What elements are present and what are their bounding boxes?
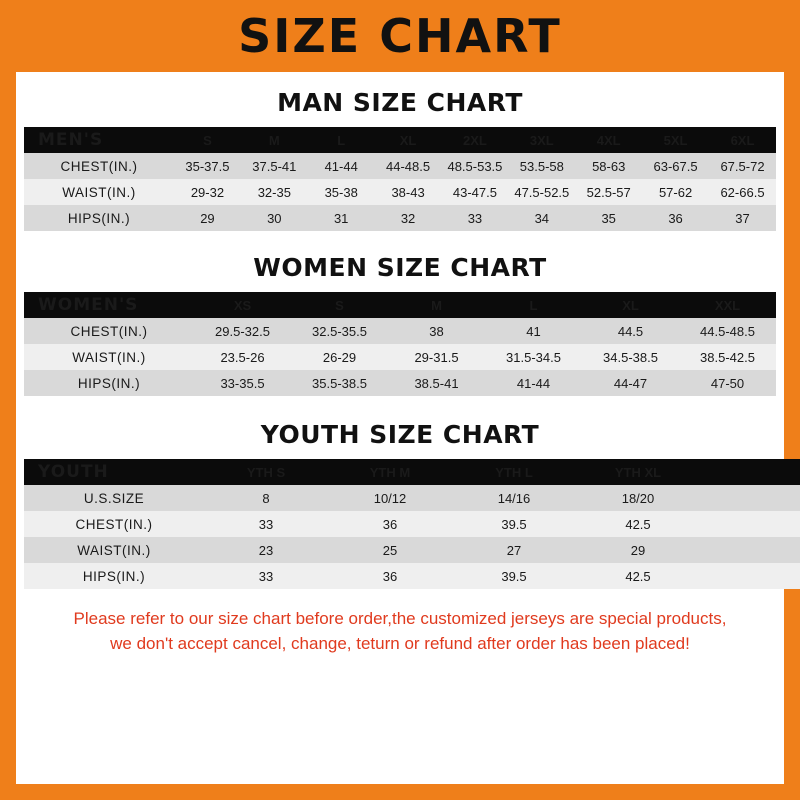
cell: 38.5-42.5 — [679, 344, 776, 370]
cell: 42.5 — [576, 563, 700, 589]
section-title-youth: YOUTH SIZE CHART — [260, 420, 540, 449]
col-header-spacer — [700, 459, 800, 485]
col-header: XL — [582, 292, 679, 318]
table-header-row — [24, 127, 776, 153]
table-women-rowhead: WOMEN'S — [24, 292, 194, 318]
cell: 31 — [308, 205, 375, 231]
cell: 38.5-41 — [388, 370, 485, 396]
cell: 44.5 — [582, 318, 679, 344]
col-header: S — [174, 127, 241, 153]
cell: 23 — [204, 537, 328, 563]
table-man-rowhead: MEN'S — [24, 127, 174, 153]
table-women — [24, 292, 776, 396]
table-row — [24, 511, 800, 537]
col-header: XS — [194, 292, 291, 318]
cell: 52.5-57 — [575, 179, 642, 205]
section-women — [24, 253, 776, 396]
cell: 25 — [328, 537, 452, 563]
cell: 44-47 — [582, 370, 679, 396]
cell: 33 — [442, 205, 509, 231]
cell: 34.5-38.5 — [582, 344, 679, 370]
cell: 48.5-53.5 — [442, 153, 509, 179]
cell: 33-35.5 — [194, 370, 291, 396]
col-header: YTH M — [328, 459, 452, 485]
cell: 31.5-34.5 — [485, 344, 582, 370]
row-label: CHEST(IN.) — [24, 511, 204, 537]
row-label: WAIST(IN.) — [24, 179, 174, 205]
table-youth-rowhead: YOUTH — [24, 459, 204, 485]
cell: 30 — [241, 205, 308, 231]
table-row — [24, 153, 776, 179]
cell-spacer — [700, 537, 800, 563]
cell: 14/16 — [452, 485, 576, 511]
row-label: HIPS(IN.) — [24, 563, 204, 589]
cell: 41 — [485, 318, 582, 344]
col-header: L — [308, 127, 375, 153]
cell: 37 — [709, 205, 776, 231]
table-man-body — [24, 153, 776, 231]
cell: 63-67.5 — [642, 153, 709, 179]
cell: 38-43 — [375, 179, 442, 205]
section-title-man: MAN SIZE CHART — [277, 88, 523, 117]
cell: 36 — [642, 205, 709, 231]
cell: 10/12 — [328, 485, 452, 511]
cell: 35-38 — [308, 179, 375, 205]
cell: 39.5 — [452, 563, 576, 589]
table-header-row — [24, 459, 800, 485]
cell: 32 — [375, 205, 442, 231]
policy-note-line-1: Please refer to our size chart before order,the customized jerseys are special products, — [73, 609, 727, 628]
col-header: YTH XL — [576, 459, 700, 485]
cell: 33 — [204, 563, 328, 589]
cell: 26-29 — [291, 344, 388, 370]
cell: 8 — [204, 485, 328, 511]
cell: 42.5 — [576, 511, 700, 537]
cell-spacer — [700, 563, 800, 589]
page-title: SIZE CHART — [238, 9, 562, 63]
cell: 38 — [388, 318, 485, 344]
cell: 58-63 — [575, 153, 642, 179]
table-row — [24, 205, 776, 231]
col-header: XL — [375, 127, 442, 153]
cell: 44-48.5 — [375, 153, 442, 179]
col-header: 2XL — [442, 127, 509, 153]
cell: 39.5 — [452, 511, 576, 537]
table-women-head — [24, 292, 776, 318]
cell: 53.5-58 — [508, 153, 575, 179]
cell-spacer — [700, 485, 800, 511]
table-youth-body — [24, 485, 800, 589]
col-header: S — [291, 292, 388, 318]
cell-spacer — [700, 511, 800, 537]
cell: 29 — [174, 205, 241, 231]
cell: 34 — [508, 205, 575, 231]
cell: 57-62 — [642, 179, 709, 205]
table-women-body — [24, 318, 776, 396]
table-row — [24, 485, 800, 511]
table-row — [24, 537, 800, 563]
col-header: M — [241, 127, 308, 153]
cell: 36 — [328, 563, 452, 589]
cell: 37.5-41 — [241, 153, 308, 179]
table-youth-head — [24, 459, 800, 485]
table-man-head — [24, 127, 776, 153]
cell: 41-44 — [308, 153, 375, 179]
row-label: CHEST(IN.) — [24, 153, 174, 179]
col-header: 5XL — [642, 127, 709, 153]
cell: 29-31.5 — [388, 344, 485, 370]
cell: 32-35 — [241, 179, 308, 205]
content — [16, 88, 784, 656]
row-label: U.S.SIZE — [24, 485, 204, 511]
cell: 23.5-26 — [194, 344, 291, 370]
col-header: 4XL — [575, 127, 642, 153]
banner — [0, 0, 800, 72]
cell: 36 — [328, 511, 452, 537]
cell: 35 — [575, 205, 642, 231]
cell: 32.5-35.5 — [291, 318, 388, 344]
cell: 27 — [452, 537, 576, 563]
col-header: L — [485, 292, 582, 318]
cell: 18/20 — [576, 485, 700, 511]
row-label: WAIST(IN.) — [24, 344, 194, 370]
table-row — [24, 318, 776, 344]
table-row — [24, 179, 776, 205]
row-label: CHEST(IN.) — [24, 318, 194, 344]
section-title-women: WOMEN SIZE CHART — [253, 253, 547, 282]
cell: 35-37.5 — [174, 153, 241, 179]
col-header: YTH S — [204, 459, 328, 485]
cell: 29 — [576, 537, 700, 563]
table-row — [24, 370, 776, 396]
cell: 62-66.5 — [709, 179, 776, 205]
col-header: M — [388, 292, 485, 318]
cell: 33 — [204, 511, 328, 537]
col-header: YTH L — [452, 459, 576, 485]
col-header: 3XL — [508, 127, 575, 153]
cell: 41-44 — [485, 370, 582, 396]
col-header: XXL — [679, 292, 776, 318]
cell: 47-50 — [679, 370, 776, 396]
table-row — [24, 563, 800, 589]
cell: 44.5-48.5 — [679, 318, 776, 344]
section-man — [24, 88, 776, 231]
cell: 43-47.5 — [442, 179, 509, 205]
cell: 29.5-32.5 — [194, 318, 291, 344]
row-label: HIPS(IN.) — [24, 370, 194, 396]
row-label: HIPS(IN.) — [24, 205, 174, 231]
section-youth — [24, 420, 776, 589]
row-label: WAIST(IN.) — [24, 537, 204, 563]
table-header-row — [24, 292, 776, 318]
table-row — [24, 344, 776, 370]
policy-note-line-2: we don't accept cancel, change, teturn or refund after order has been placed! — [110, 633, 690, 653]
cell: 47.5-52.5 — [508, 179, 575, 205]
cell: 35.5-38.5 — [291, 370, 388, 396]
cell: 29-32 — [174, 179, 241, 205]
col-header: 6XL — [709, 127, 776, 153]
cell: 67.5-72 — [709, 153, 776, 179]
policy-note — [34, 607, 766, 656]
table-youth — [24, 459, 800, 589]
table-man — [24, 127, 776, 231]
